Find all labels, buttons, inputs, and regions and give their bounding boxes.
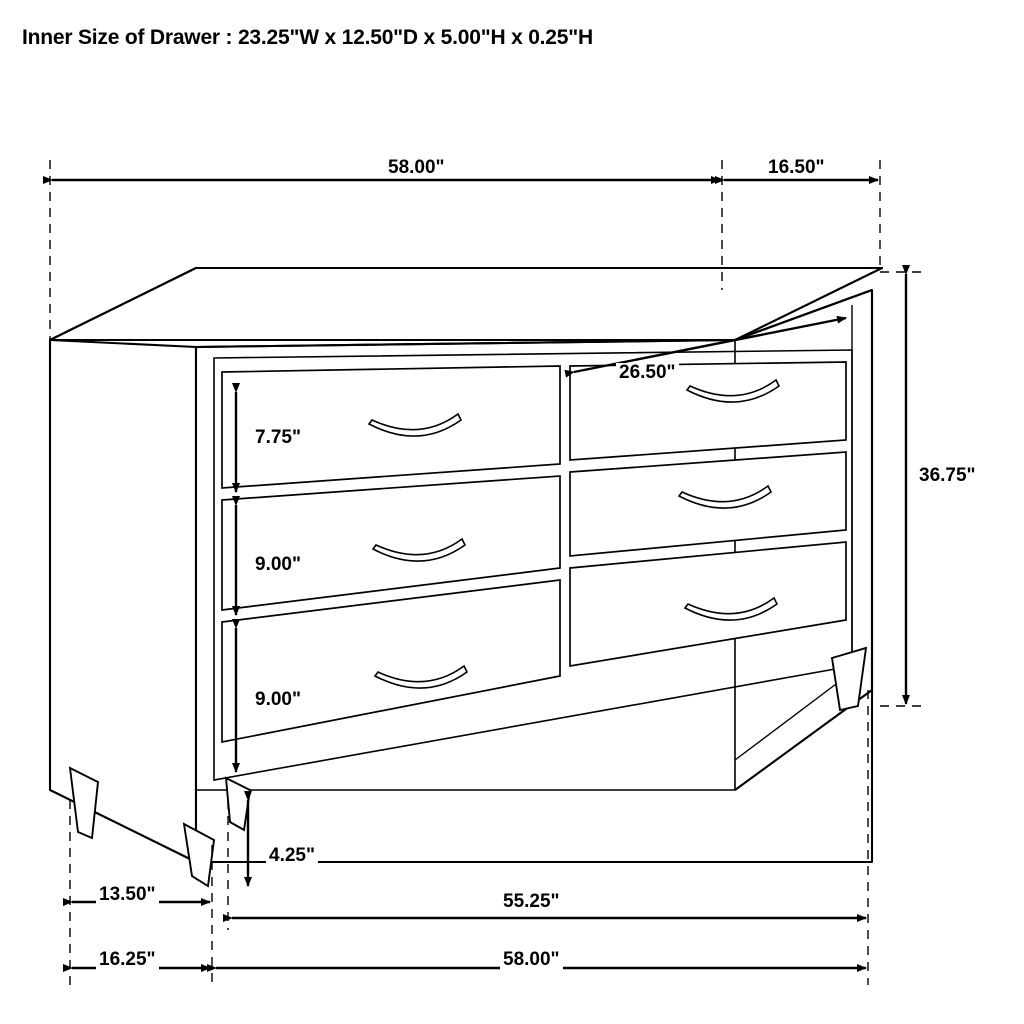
dim-label-drawer-h-3: 9.00" xyxy=(252,690,304,710)
dim-label-front-base-width: 55.25" xyxy=(500,892,563,912)
dim-label-drawer-h-1: 7.75" xyxy=(252,428,304,448)
dim-label-side-total: 16.25" xyxy=(96,950,159,970)
dim-label-drawer-h-2: 9.00" xyxy=(252,555,304,575)
dim-label-drawer-width: 26.50" xyxy=(616,363,679,383)
dim-label-top-depth: 16.50" xyxy=(765,158,828,178)
dim-label-top-width: 58.00" xyxy=(385,158,448,178)
dim-label-overall-height: 36.75" xyxy=(916,466,979,486)
dim-label-overall-width: 58.00" xyxy=(500,950,563,970)
dim-label-side-depth: 13.50" xyxy=(96,885,159,905)
page-title: Inner Size of Drawer : 23.25"W x 12.50"D x 5.00"H x 0.25"H xyxy=(22,26,593,49)
dim-label-leg-height: 4.25" xyxy=(266,846,318,866)
